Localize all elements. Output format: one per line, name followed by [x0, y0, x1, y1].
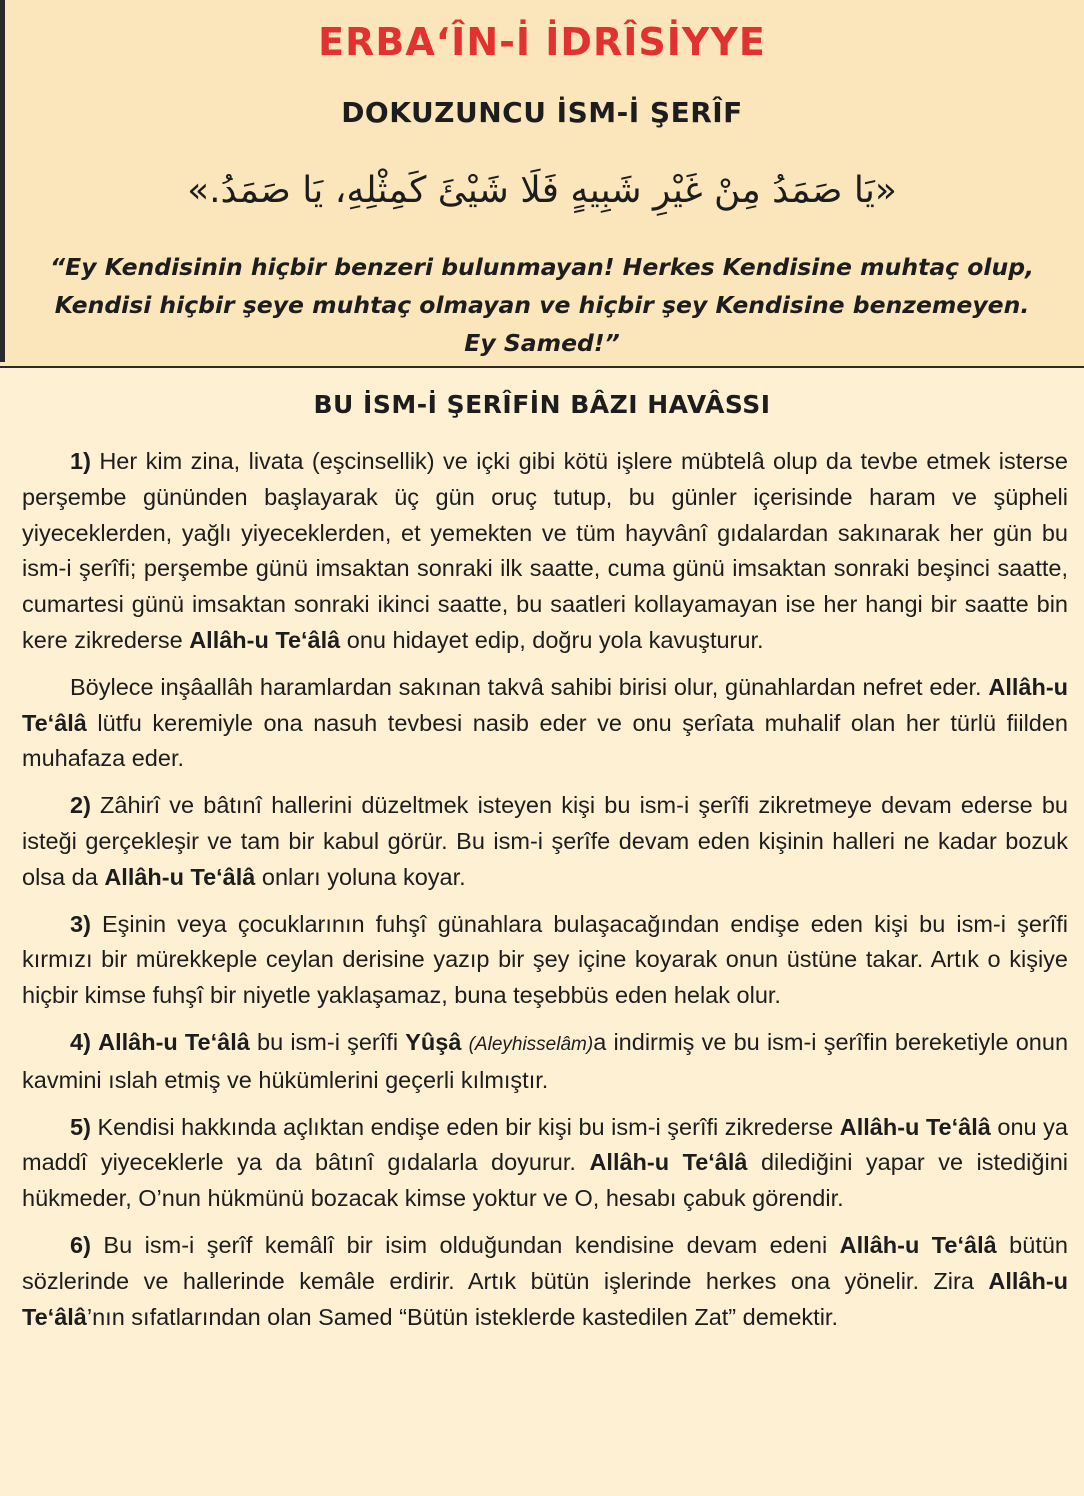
divine-name: Allâh-u Te‘âlâ	[839, 1113, 991, 1140]
paragraph-1	[22, 444, 1068, 659]
divine-name: Allâh-u Te‘âlâ	[104, 863, 256, 890]
item-number: 5)	[70, 1113, 91, 1140]
paragraph-text: ’nın sıfatlarından olan Samed “Bütün isteklerde kastedilen Zat” demektir.	[86, 1303, 838, 1330]
paragraph-text: dilediğini yapar ve istediğini hükmeder, O’nun hükmünü bozacak kimse yoktur ve O, hesabı çabuk görendir.	[22, 1149, 1068, 1212]
paragraph-1-continued	[22, 670, 1068, 777]
paragraph-text: onu ya maddî yiyeceklerle ya da bâtınî gıdalarla doyurur.	[22, 1113, 1068, 1176]
paragraph-text: bu ism-i şerîfi	[249, 1028, 406, 1055]
paragraph-text: bütün sözlerinde ve hallerinde kemâle erdirir. Artık bütün işlerinde herkes ona yönelir. Zira	[22, 1231, 1068, 1294]
paragraph-text: Zâhirî ve bâtınî hallerini düzeltmek isteyen kişi bu ism-i şerîfi zikretmeye devam ederse bu isteği gerçekleşir ve tam bir kabul görür. Bu ism-i şerîfe devam eden kişinin halleri ne kadar bozuk olsa da	[22, 792, 1068, 890]
paragraph-2	[22, 788, 1068, 895]
translation-line: Kendisi hiçbir şeye muhtaç olmayan ve hiçbir şey Kendisine benzemeyen.	[54, 291, 1030, 319]
divine-name: Allâh-u Te‘âlâ	[22, 673, 1068, 736]
paragraph-6	[22, 1228, 1068, 1335]
translation-block	[30, 248, 1054, 362]
prophet-name: Yûşâ	[405, 1028, 462, 1055]
item-number: 2)	[70, 792, 91, 819]
paragraph-text: a indirmiş ve bu ism-i şerîfin bereketiyle onun kavmini ıslah etmiş ve hükümlerini geçerli kılmıştır.	[22, 1028, 1069, 1093]
paragraph-text: Bu ism-i şerîf kemâlî bir isim olduğundan kendisine devam edeni	[90, 1231, 840, 1258]
item-number: 3)	[70, 910, 91, 937]
book-title: ERBA‘ÎN-İ İDRÎSİYYE	[318, 20, 766, 64]
paragraph-4	[22, 1025, 1068, 1099]
chapter-subtitle: DOKUZUNCU İSM-İ ŞERÎF	[341, 96, 743, 129]
article-body	[22, 444, 1068, 1346]
divine-name: Allâh-u Te‘âlâ	[589, 1149, 748, 1176]
paragraph-text: onu hidayet edip, doğru yola kavuşturur.	[340, 626, 764, 653]
translation-line: Ey Samed!”	[464, 329, 620, 357]
paragraph-text: Eşinin veya çocuklarının fuhşî günahlara bulaşacağından endişe eden kişi bu ism-i şerîfi kırmızı bir mürekkeple ceylan derisine yazıp bir şey içine koyarak onun üstüne takar. Artık o kişiye hiçbir kimse fuhşî bir niyetle yaklaşamaz, buna teşebbüs eden helak olur.	[22, 910, 1068, 1009]
header-divider	[0, 366, 1084, 368]
divine-name: Allâh-u Te‘âlâ	[839, 1231, 997, 1258]
divine-name: Allâh-u Te‘âlâ	[22, 1267, 1068, 1330]
divine-name: Allâh-u Te‘âlâ	[98, 1028, 250, 1055]
item-number: 6)	[70, 1231, 91, 1258]
arabic-invocation: «يَا صَمَدُ مِنْ غَيْرِ شَبِيهٍ فَلَا شَيْئَ كَمِثْلِهِ، يَا صَمَدُ.»	[187, 170, 897, 211]
divine-name: Allâh-u Te‘âlâ	[189, 626, 341, 653]
paragraph-text: Böylece inşâallâh haramlardan sakınan takvâ sahibi birisi olur, günahlardan nefret eder.	[70, 673, 989, 700]
paragraph-text: Kendisi hakkında açlıktan endişe eden bir kişi bu ism-i şerîfi zikrederse	[90, 1113, 840, 1140]
paragraph-5	[22, 1110, 1068, 1217]
paragraph-text: Her kim zina, livata (eşcinsellik) ve içki gibi kötü işlere mübtelâ olup da tevbe etmek isterse perşembe gününden başlayarak üç gün oruç tutup, bu günler içerisinde haram ve şüpheli yiyeceklerden, yağlı yiyeceklerden, et yemekten ve tüm hayvânî gıdalardan sakınarak her gün bu ism-i şerîfi; perşembe günü imsaktan sonraki ilk saatte, cuma günü imsaktan sonraki beşinci saatte, cumartesi günü imsaktan sonraki ikinci saatte, bu saatleri kollayamayan ise her hangi bir saatte bin kere zikrederse	[22, 448, 1068, 653]
item-number: 1)	[70, 448, 91, 474]
paragraph-text: lütfu keremiyle ona nasuh tevbesi nasib eder ve onu şerîata muhalif olan her türlü fiilden muhafaza eder.	[22, 709, 1068, 772]
paragraph-text: onları yoluna koyar.	[255, 863, 466, 890]
translation-line: “Ey Kendisinin hiçbir benzeri bulunmayan! Herkes Kendisine muhtaç olup,	[50, 253, 1034, 281]
item-number: 4)	[70, 1028, 91, 1055]
honorific: (Aleyhisselâm)	[468, 1033, 594, 1055]
section-title: BU İSM-İ ŞERÎFİN BÂZI HAVÂSSI	[313, 390, 771, 419]
paragraph-3	[22, 907, 1068, 1014]
